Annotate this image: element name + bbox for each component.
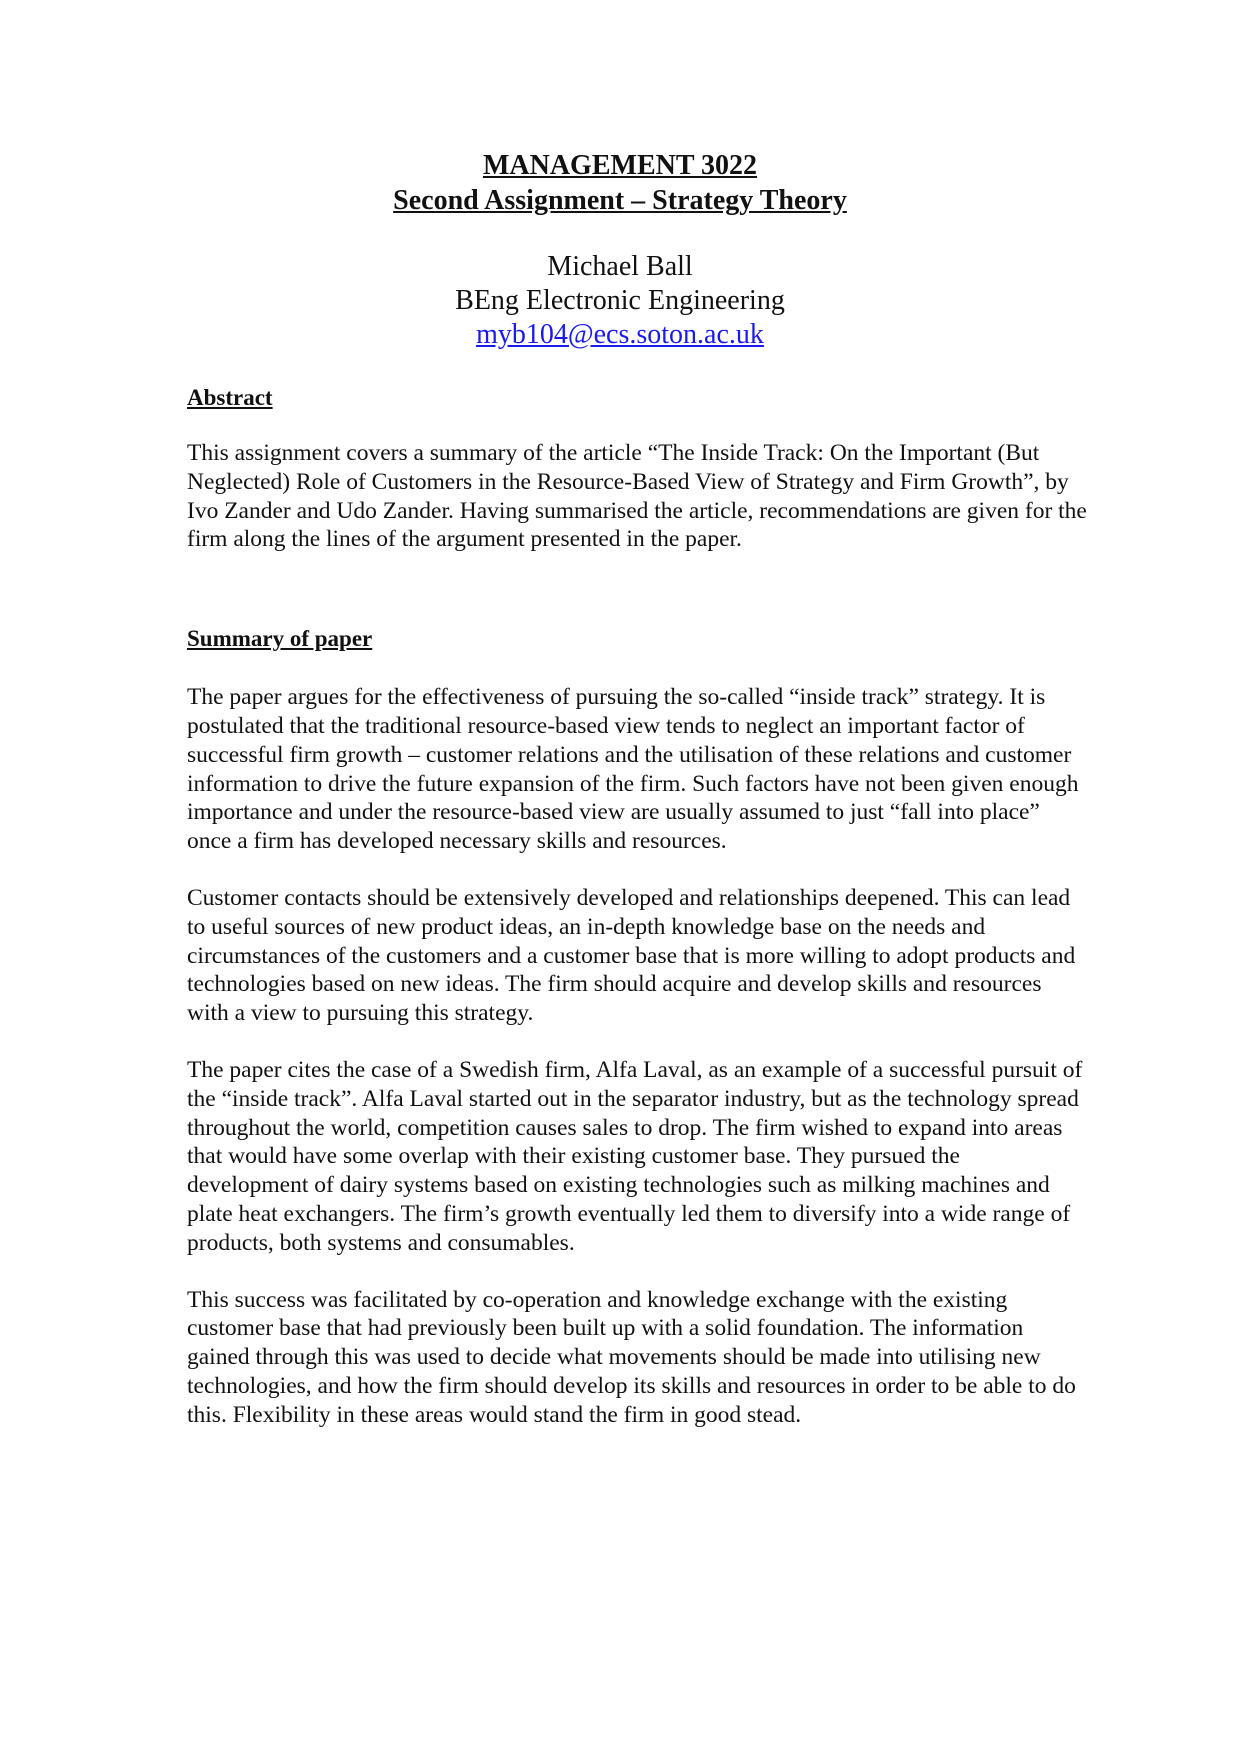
author-name: Michael Ball xyxy=(547,251,693,282)
author-degree: BEng Electronic Engineering xyxy=(455,285,785,316)
document-title xyxy=(0,148,1240,218)
abstract-heading: Abstract xyxy=(187,385,273,410)
assignment-title: Second Assignment – Strategy Theory xyxy=(393,185,847,216)
author-info xyxy=(0,250,1240,352)
summary-paragraph-2: Customer contacts should be extensively developed and relationships deepened. This can lead to useful sources of new product ideas, an in-depth knowledge base on the needs and circumstances of the customers and a customer base that is more willing to adopt products and technologies based on new ideas. The firm should acquire and develop skills and resources with a view to pursuing this strategy. xyxy=(187,884,1076,1027)
summary-paragraph-4: This success was facilitated by co-operation and knowledge exchange with the existing customer base that had previously been built up with a solid foundation. The information gained through this was used to decide what movements should be made into utilising new technologies, and how the firm should develop its skills and resources in order to be able to do this. Flexibility in these areas would stand the firm in good stead. xyxy=(187,1286,1076,1428)
document-body xyxy=(187,384,1087,1458)
author-email-link[interactable]: myb104@ecs.soton.ac.uk xyxy=(476,319,764,350)
summary-heading: Summary of paper xyxy=(187,626,373,652)
course-title: MANAGEMENT 3022 xyxy=(482,150,758,181)
summary-paragraph-3: The paper cites the case of a Swedish firm, Alfa Laval, as an example of a successful pursuit of the “inside track”. Alfa Laval started out in the separator industry, but as the technology spread throughout the world, competition causes sales to drop. The firm wished to expand into areas that would have some overlap with their existing customer base. They pursued the development of dairy systems based on existing technologies such as milking machines and plate heat exchangers. The firm’s growth eventually led them to diversify into a wide range of products, both systems and consumables. xyxy=(187,1056,1083,1256)
abstract-text: This assignment covers a summary of the article “The Inside Track: On the Important (But Neglected) Role of Customers in the Resource-Based View of Strategy and Firm Growth”, by Ivo Zander and Udo Zander. Having summarised the article, recommendations are given for the firm along the lines of the argument presented in the paper. xyxy=(187,440,1087,553)
summary-paragraph-1: The paper argues for the effectiveness of pursuing the so-called “inside track” strategy. It is postulated that the traditional resource-based view tends to neglect an important factor of successful firm growth – customer relations and the utilisation of these relations and customer information to drive the future expansion of the firm. Such factors have not been given enough importance and under the resource-based view are usually assumed to just “fall into place” once a firm has developed necessary skills and resources. xyxy=(187,684,1079,855)
